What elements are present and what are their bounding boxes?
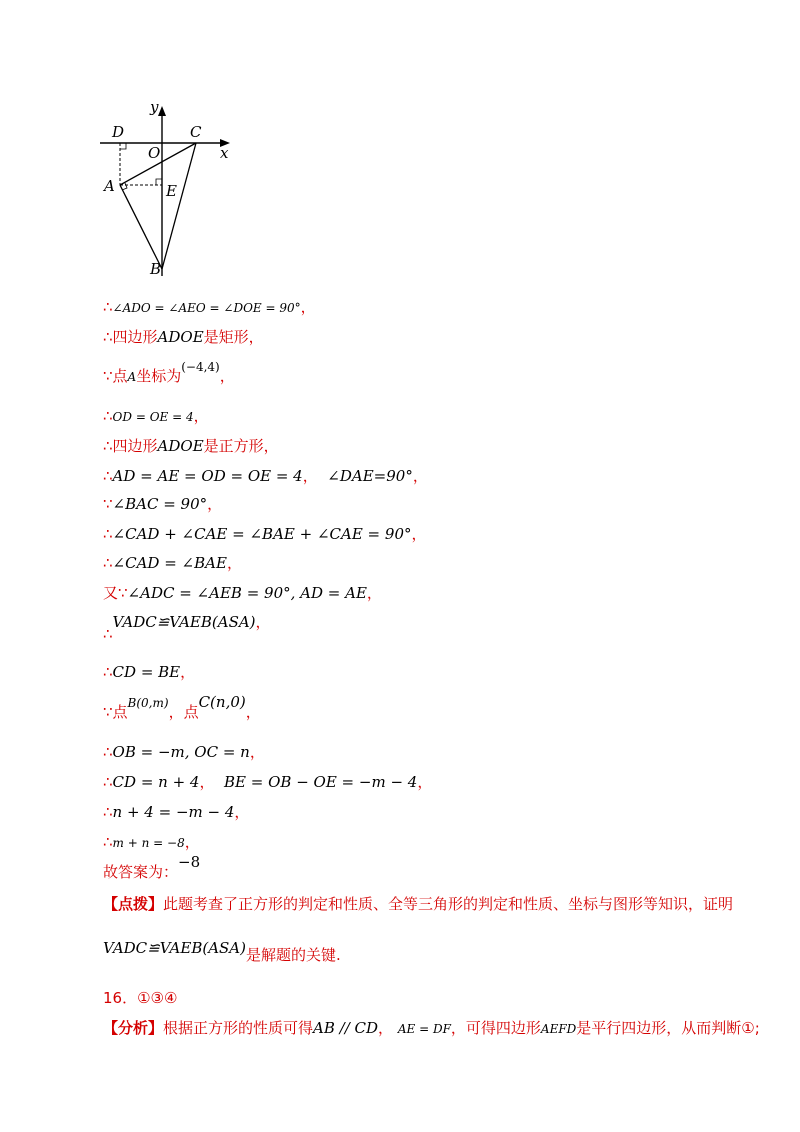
line-prefix: ∴	[103, 773, 113, 791]
solution-line-2	[103, 327, 264, 347]
line-suffix: ，	[219, 367, 235, 385]
answer-value: −8	[178, 853, 201, 871]
label-o: O	[148, 144, 161, 162]
line-math: ∠CAD = ∠BAE	[112, 554, 227, 572]
answer-label: 故答案为：	[103, 863, 179, 881]
analysis-line	[103, 1018, 760, 1039]
geometry-figure	[96, 96, 246, 286]
tip-math: VADC≌VAEB(ASA)	[103, 939, 246, 957]
solution-line-16	[103, 802, 249, 822]
line-mid: ，点	[168, 703, 199, 721]
line-math: ADOE	[157, 328, 204, 346]
tip-tail: 是解题的关键.	[245, 946, 341, 964]
line-prefix: ∴	[103, 298, 113, 316]
line-prefix: ∴	[103, 554, 113, 572]
line-suffix: 是矩形，	[203, 328, 264, 346]
analysis-text-2: ，	[378, 1019, 394, 1037]
solution-line-7	[103, 494, 222, 514]
line-sup: (−4,4)	[181, 360, 220, 374]
line-suffix: ，	[193, 407, 209, 425]
tip-line-2	[103, 938, 341, 964]
analysis-text-1: 根据正方形的性质可得	[163, 1019, 314, 1037]
line-prefix: ∴	[103, 833, 113, 851]
line-math: CD = BE	[112, 663, 181, 681]
solution-line-3	[103, 360, 235, 387]
line-suffix: ，	[255, 613, 271, 631]
line-prefix: ∴	[103, 407, 113, 425]
solution-line-5	[103, 436, 279, 456]
line-math: VADC≌VAEB(ASA)	[112, 613, 256, 631]
line-suffix: ，	[234, 803, 250, 821]
right-angle-d	[120, 143, 126, 149]
line-suffix: ，	[184, 833, 200, 851]
right-angle-e	[156, 179, 162, 185]
line-suffix: ，	[249, 743, 265, 761]
line-mid: 坐标为	[136, 367, 182, 385]
solution-line-14	[103, 742, 265, 762]
line-prefix: ∵点	[103, 367, 128, 385]
line-suffix: 是正方形，	[203, 437, 279, 455]
line-suffix: ，	[302, 467, 318, 485]
analysis-tag: 【分析】	[103, 1019, 164, 1037]
label-d: D	[112, 123, 125, 141]
line-prefix: ∴	[103, 803, 113, 821]
line-math: OD = OE = 4	[112, 410, 194, 424]
line-suffix: ，	[366, 584, 382, 602]
solution-line-8	[103, 524, 427, 544]
label-e: E	[166, 182, 177, 200]
line-suffix: ，	[300, 298, 316, 316]
line-prefix: ∴	[103, 663, 113, 681]
line-sup: B(0,m)	[127, 696, 169, 710]
solution-line-10	[103, 583, 382, 603]
segment-cb	[162, 143, 196, 269]
tip-line	[103, 894, 733, 914]
solution-line-4	[103, 406, 209, 427]
label-b: B	[150, 260, 162, 278]
solution-line-12	[103, 662, 195, 682]
analysis-math-3: AEFD	[540, 1022, 577, 1036]
line-math: ∠ADC = ∠AEB = 90°, AD = AE	[127, 584, 367, 602]
line-math-2: BE = OB − OE = −m − 4	[224, 773, 418, 791]
analysis-math-2: AE = DF	[397, 1022, 451, 1036]
line-prefix: ∴四边形	[103, 328, 158, 346]
line-prefix: ∴	[103, 525, 113, 543]
answer-line	[103, 853, 201, 882]
line-math: m + n = −8	[112, 836, 185, 850]
line-sup-2: C(n,0)	[198, 693, 246, 711]
label-c: C	[190, 123, 202, 141]
line-math-2: ∠DAE=90°	[327, 467, 413, 485]
line-suffix-2: ，	[417, 773, 433, 791]
solution-line-15	[103, 772, 432, 792]
label-a: A	[104, 177, 115, 195]
solution-line-17	[103, 832, 200, 853]
line-suffix: ，	[180, 663, 196, 681]
line-math: ∠CAD + ∠CAE = ∠BAE + ∠CAE = 90°	[112, 525, 412, 543]
line-math: n + 4 = −m − 4	[112, 803, 235, 821]
solution-line-9	[103, 553, 242, 573]
line-prefix: ∵点	[103, 703, 128, 721]
line-math: CD = n + 4	[112, 773, 200, 791]
line-math: ∠ADO = ∠AEO = ∠DOE = 90°	[112, 301, 301, 315]
solution-line-6	[103, 466, 428, 486]
solution-line-11	[103, 612, 271, 643]
line-prefix: ∴	[103, 743, 113, 761]
line-math: ADOE	[157, 437, 204, 455]
line-suffix: ，	[207, 495, 223, 513]
line-math: OB = −m, OC = n	[112, 743, 250, 761]
line-suffix: ，	[411, 525, 427, 543]
label-y: y	[150, 98, 159, 116]
analysis-math-1: AB // CD	[313, 1019, 379, 1037]
segment-ab	[120, 185, 162, 269]
line-prefix: ∵	[103, 495, 113, 513]
line-prefix: ∴四边形	[103, 437, 158, 455]
line-math: A	[127, 370, 137, 384]
line-prefix: ∴	[103, 467, 113, 485]
line-math: AD = AE = OD = OE = 4	[112, 467, 303, 485]
question-number: 16．①③④	[103, 989, 178, 1007]
tip-text: 此题考查了正方形的判定和性质、全等三角形的判定和性质、坐标与图形等知识，证明	[163, 895, 734, 913]
analysis-text-4: 是平行四边形，从而判断①;	[576, 1019, 760, 1037]
line-math: ∠BAC = 90°	[112, 495, 208, 513]
solution-line-1	[103, 297, 316, 318]
question-16	[103, 988, 177, 1008]
label-x: x	[220, 144, 229, 162]
line-suffix: ，	[199, 773, 215, 791]
line-suffix: ，	[245, 703, 261, 721]
analysis-text-3: ，可得四边形	[450, 1019, 541, 1037]
line-prefix: ∴	[103, 625, 113, 643]
solution-line-13	[103, 693, 261, 723]
line-suffix-2: ，	[412, 467, 428, 485]
line-prefix: 又∵	[103, 584, 128, 602]
line-suffix: ，	[226, 554, 242, 572]
tip-tag: 【点拨】	[103, 895, 164, 913]
y-axis-arrow	[158, 106, 166, 116]
